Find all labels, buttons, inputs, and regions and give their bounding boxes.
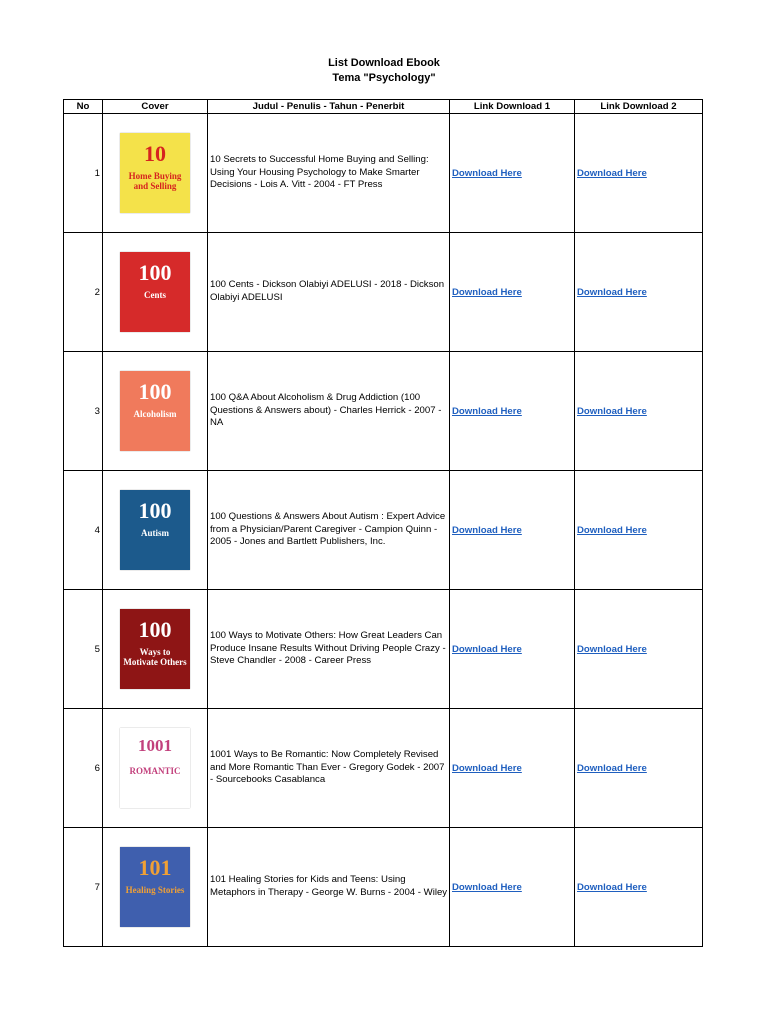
table-row (64, 709, 703, 828)
book-title: 100 Ways to Motivate Others: How Great Leaders Can Produce Insane Results Without Driving People Crazy - Steve Chandler - 2008 - Career Press (208, 590, 450, 709)
book-title: 1001 Ways to Be Romantic: Now Completely Revised and More Romantic Than Ever - Gregory Godek - 2007 - Sourcebooks Casablanca (208, 709, 450, 828)
book-cover-cell (103, 471, 208, 590)
table-row (64, 352, 703, 471)
book-title: 100 Cents - Dickson Olabiyi ADELUSI - 2018 - Dickson Olabiyi ADELUSI (208, 233, 450, 352)
book-title: 10 Secrets to Successful Home Buying and Selling: Using Your Housing Psychology to Make Smarter Decisions - Lois A. Vitt - 2004 - FT Press (208, 114, 450, 233)
cover-title: Autism (140, 528, 169, 538)
cover-number: 101 (138, 855, 172, 880)
download-link-1[interactable]: Download Here (452, 762, 522, 774)
cover-number: 100 (138, 379, 172, 404)
download-link-1[interactable]: Download Here (452, 405, 522, 417)
row-number: 2 (64, 233, 103, 352)
column-header-no: No (64, 100, 103, 114)
download-link-1[interactable]: Download Here (452, 167, 522, 179)
cover-title: Home Buying and Selling (128, 171, 182, 191)
cover-title: ROMANTIC (129, 766, 181, 776)
cover-title: Alcoholism (133, 409, 177, 419)
column-header-link1: Link Download 1 (450, 100, 575, 114)
book-cover-image (120, 252, 190, 332)
table-row (64, 114, 703, 233)
cover-title: Cents (144, 290, 166, 300)
ebook-table (63, 99, 703, 947)
book-cover-cell (103, 114, 208, 233)
book-cover-cell (103, 590, 208, 709)
book-cover-image (120, 728, 190, 808)
download-link-2[interactable]: Download Here (577, 405, 647, 417)
download-link-1[interactable]: Download Here (452, 286, 522, 298)
download-link-2[interactable]: Download Here (577, 524, 647, 536)
book-cover-cell (103, 233, 208, 352)
column-header-title: Judul - Penulis - Tahun - Penerbit (208, 100, 450, 114)
book-title: 100 Questions & Answers About Autism : Expert Advice from a Physician/Parent Caregiver - Campion Quinn - 2005 - Jones and Bartlett Publishers, Inc. (208, 471, 450, 590)
document-subtitle: Tema "Psychology" (332, 72, 436, 84)
download-link-2[interactable]: Download Here (577, 762, 647, 774)
row-number: 4 (64, 471, 103, 590)
download-link-1[interactable]: Download Here (452, 524, 522, 536)
cover-number: 100 (138, 498, 172, 523)
download-link-2[interactable]: Download Here (577, 167, 647, 179)
row-number: 3 (64, 352, 103, 471)
download-link-1[interactable]: Download Here (452, 881, 522, 893)
download-link-1[interactable]: Download Here (452, 643, 522, 655)
book-title: 100 Q&A About Alcoholism & Drug Addiction (100 Questions & Answers about) - Charles Herrick - 2007 - NA (208, 352, 450, 471)
row-number: 1 (64, 114, 103, 233)
row-number: 6 (64, 709, 103, 828)
download-link-2[interactable]: Download Here (577, 643, 647, 655)
row-number: 5 (64, 590, 103, 709)
book-cover-image (120, 490, 190, 570)
book-cover-image (120, 609, 190, 689)
table-row (64, 590, 703, 709)
download-link-2[interactable]: Download Here (577, 286, 647, 298)
table-header-row (64, 100, 703, 114)
table-row (64, 828, 703, 947)
column-header-cover: Cover (103, 100, 208, 114)
book-title: 101 Healing Stories for Kids and Teens: Using Metaphors in Therapy - George W. Burns - 2004 - Wiley (208, 828, 450, 947)
book-cover-image (120, 371, 190, 451)
table-row (64, 233, 703, 352)
download-link-2[interactable]: Download Here (577, 881, 647, 893)
row-number: 7 (64, 828, 103, 947)
cover-title: Ways to Motivate Others (123, 647, 187, 667)
cover-number: 1001 (138, 736, 172, 755)
book-cover-image (120, 847, 190, 927)
cover-number: 100 (138, 260, 172, 285)
book-cover-cell (103, 709, 208, 828)
book-cover-cell (103, 828, 208, 947)
book-cover-image (120, 133, 190, 213)
cover-title: Healing Stories (125, 885, 185, 895)
column-header-link2: Link Download 2 (575, 100, 703, 114)
book-cover-cell (103, 352, 208, 471)
document-title: List Download Ebook (328, 57, 440, 69)
cover-number: 10 (144, 141, 166, 166)
table-row (64, 471, 703, 590)
cover-number: 100 (138, 617, 172, 642)
